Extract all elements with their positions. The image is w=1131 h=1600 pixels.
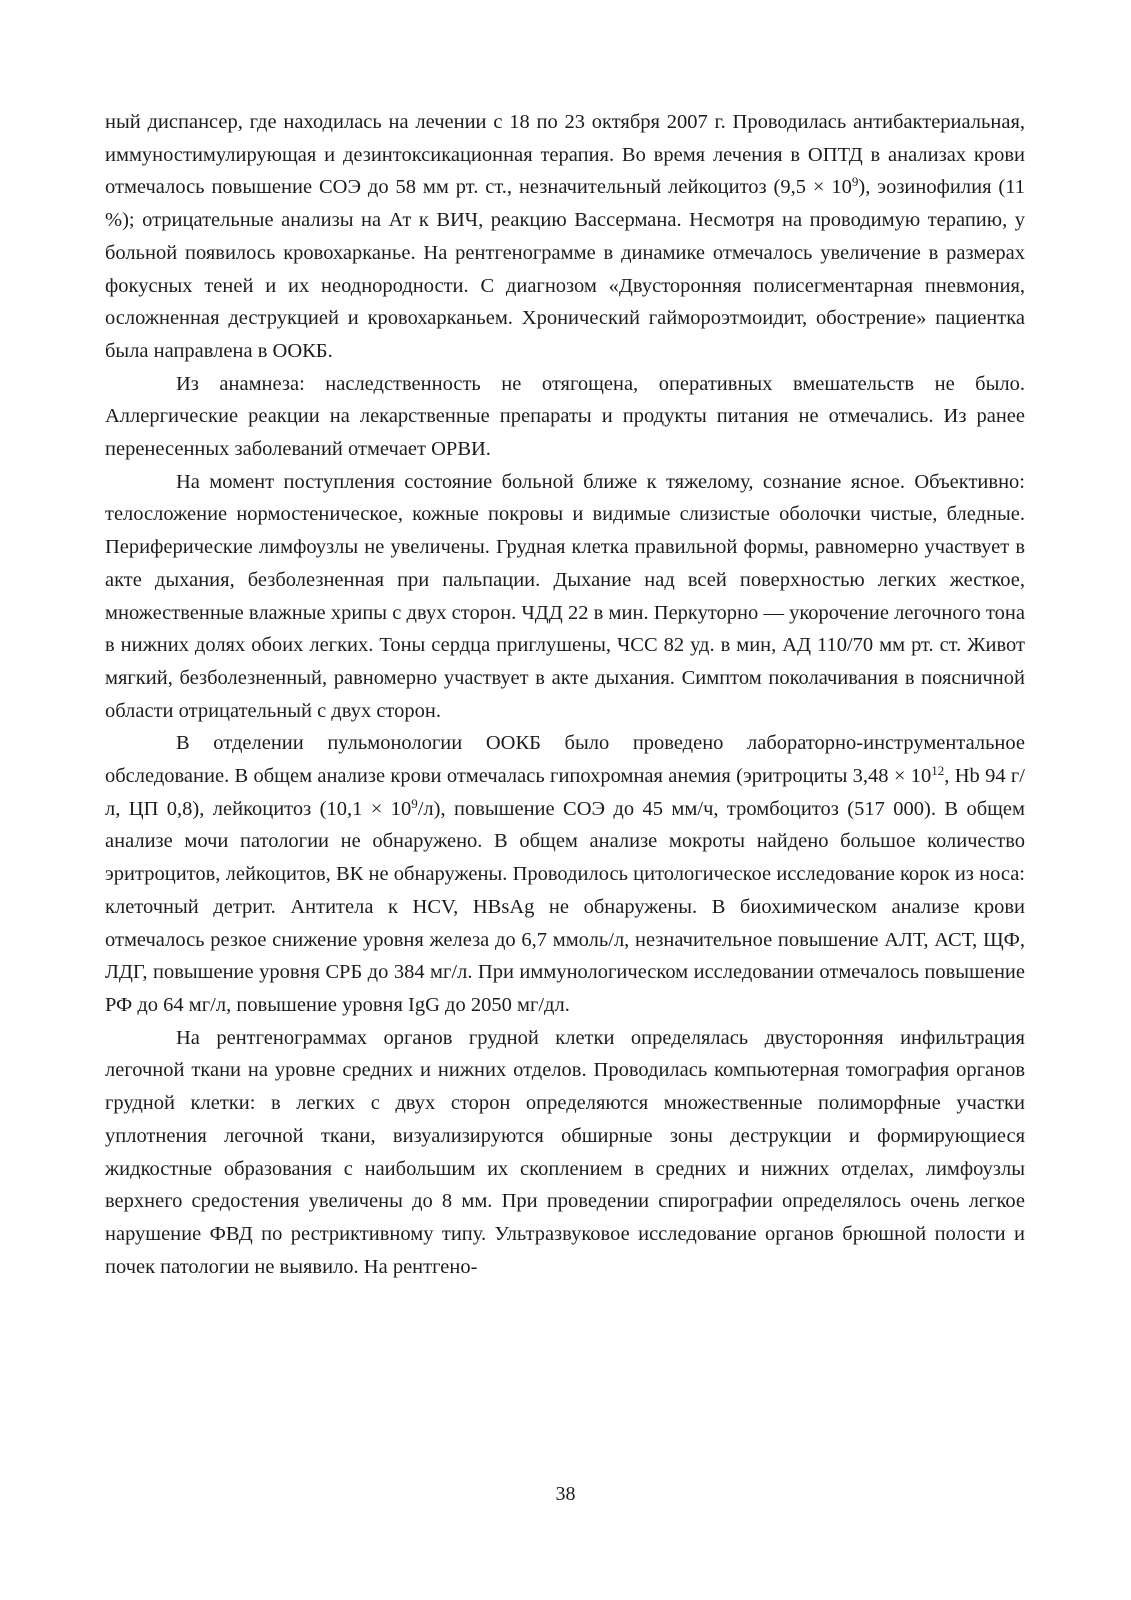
paragraph-text: На момент поступления состояние больной ближе к тяжелому, сознание ясное. Объективно: телосложение нормостеническое, кожные покровы и видимые слизистые оболочки чистые, бледные. Периферические лимфоузлы не увеличены. Грудная клетка правильной формы, равномерно участвует в акте дыхания, безболезненная при пальпации. Дыхание над всей поверхностью легких жесткое, множественные влажные хрипы с двух сторон. ЧДД 22 в мин. Перкуторно — укорочение легочного тона в нижних долях обоих легких. Тоны сердца приглушены, ЧСС 82 уд. в мин, АД 110/70 мм рт. ст. Живот мягкий, безболезненный, равномерно участвует в акте дыхания. Симптом поколачивания в поясничной области отрицательный с двух сторон. [105, 470, 1025, 722]
body-text [105, 106, 1025, 1283]
superscript-exponent: 9 [411, 795, 418, 811]
paragraph-text: На рентгенограммах органов грудной клетки определялась двусторонняя инфильтрация легочной ткани на уровне средних и нижних отделов. Проводилась компьютерная томография органов грудной клетки: в легких с двух сторон определяются множественные полиморфные участки уплотнения легочной ткани, визуализируются обширные зоны деструкции и формирующиеся жидкостные образования с наибольшим их скоплением в средних и нижних отделах, лимфоузлы верхнего средостения увеличены до 8 мм. При проведении спирографии определялось очень легкое нарушение ФВД по рестриктивному типу. Ультразвуковое исследование органов брюшной полости и почек патологии не выявило. На рентгено- [105, 1026, 1025, 1278]
paragraph-text: В отделении пульмонологии ООКБ было проведено лабораторно-инструментальное обследование. В общем анализе крови отмечалась гипохромная анемия (эритроциты 3,48 × 10 [105, 732, 1025, 788]
paragraph-text: ), эозинофилия (11 %); отрицательные анализы на Ат к ВИЧ, реакцию Вассермана. Несмотря на проводимую терапию, у больной появилось кровохарканье. На рентгенограмме в динамике отмечалось увеличение в размерах фокусных теней и их неоднородности. С диагнозом «Двусторонняя полисегментарная пневмония, осложненная деструкцией и кровохарканьем. Хронический гаймороэтмоидит, обострение» пациентка была направлена в ООКБ. [105, 176, 1025, 362]
paragraph [105, 368, 1025, 466]
paragraph [105, 1022, 1025, 1284]
paragraph [105, 727, 1025, 1021]
superscript-exponent: 12 [931, 763, 945, 779]
paragraph-text: ный диспансер, где находилась на лечении с 18 по 23 октября 2007 г. Проводилась антибактериальная, иммуностимулирующая и дезинтоксикационная терапия. Во время лечения в ОПТД в анализах крови отмечалось повышение СОЭ до 58 мм рт. ст., незначительный лейкоцитоз (9,5 × 10 [105, 111, 1025, 199]
paragraph [105, 466, 1025, 728]
superscript-exponent: 9 [851, 174, 859, 190]
paragraph-text: , Hb 94 г/л, ЦП 0,8), лейкоцитоз (10,1 × 10 [105, 765, 1025, 820]
paragraph [105, 106, 1025, 368]
paragraph-text: Из анамнеза: наследственность не отягощена, оперативных вмешательств не было. Аллергические реакции на лекарственные препараты и продукты питания не отмечались. Из ранее перенесенных заболеваний отмечает ОРВИ. [105, 372, 1025, 461]
page-number: 38 [555, 1483, 576, 1505]
paragraph-text: /л), повышение СОЭ до 45 мм/ч, тромбоцитоз (517 000). В общем анализе мочи патологии не обнаружено. В общем анализе мокроты найдено большое количество эритроцитов, лейкоцитов, ВК не обнаружены. Проводилось цитологическое исследование корок из носа: клеточный детрит. Антитела к HCV, HBsAg не обнаружены. В биохимическом анализе крови отмечалось резкое снижение уровня железа до 6,7 ммоль/л, незначительное повышение АЛТ, АСТ, ЩФ, ЛДГ, повышение уровня СРБ до 384 мг/л. При иммунологическом исследовании отмечалось повышение РФ до 64 мг/л, повышение уровня IgG до 2050 мг/дл. [105, 797, 1026, 1016]
